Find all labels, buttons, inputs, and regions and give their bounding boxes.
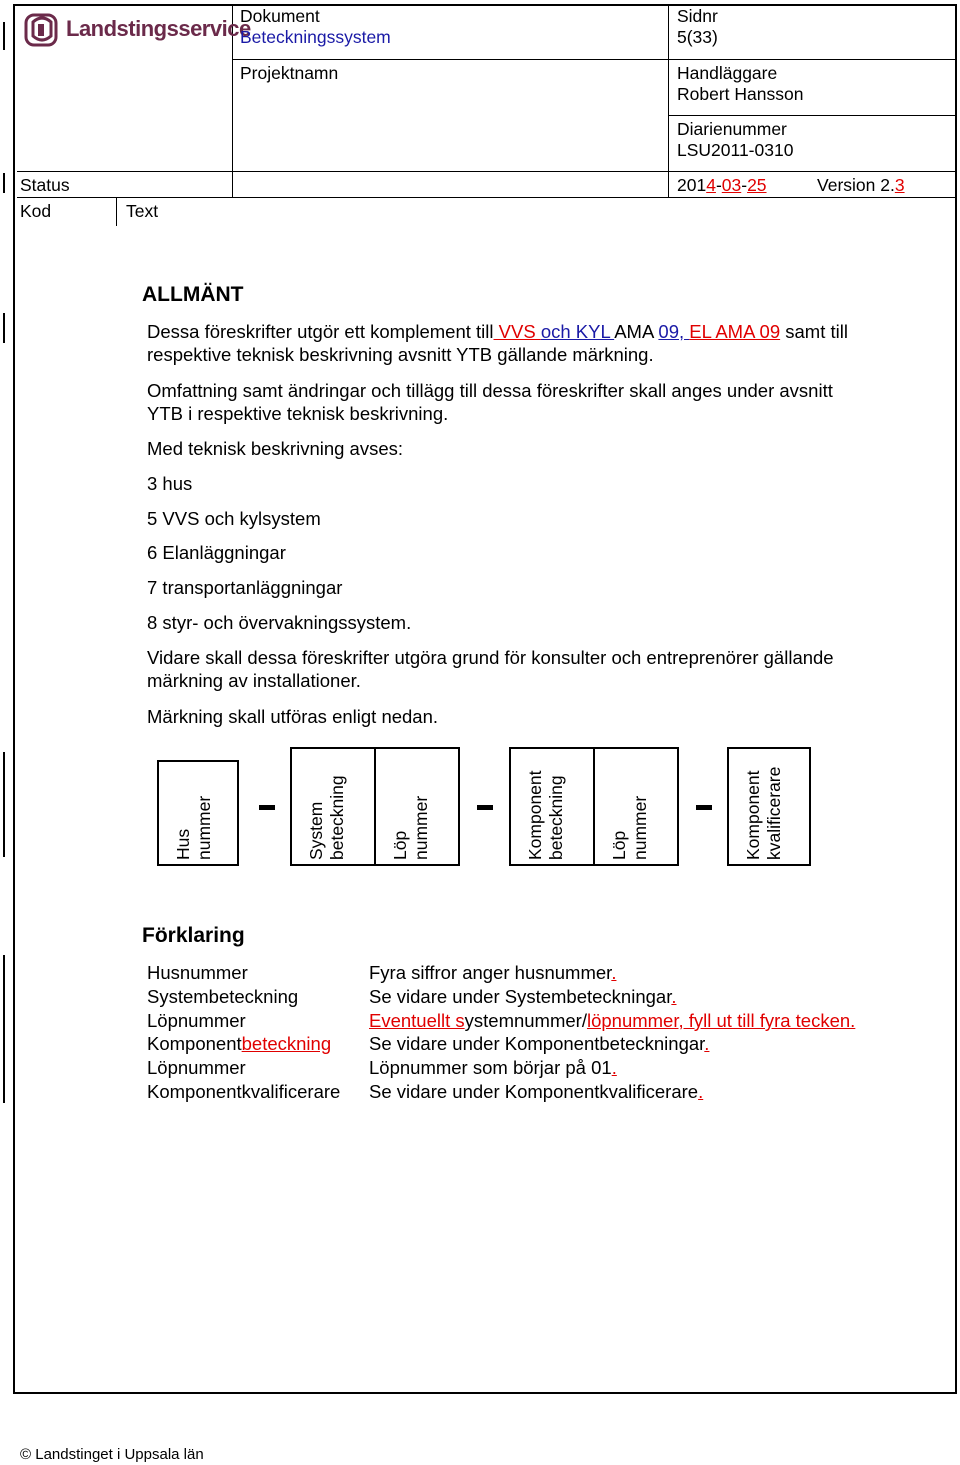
marking-diagram <box>0 740 960 880</box>
list-item: 7 transportanläggningar <box>147 577 343 598</box>
diagram-box-komponentkvalificerare: Komponent kvalificerare <box>727 747 811 866</box>
diagram-dash <box>696 805 712 810</box>
text-label: Text <box>126 201 159 221</box>
sidnr-value: 5(33) <box>677 27 718 47</box>
footer <box>20 1446 204 1463</box>
date-value: 2014-03-25 <box>677 175 767 195</box>
sidnr-label: Sidnr <box>677 6 718 26</box>
projektnamn-label: Projektnamn <box>240 63 339 83</box>
diagram-box-lopnummer-1: Löp nummer <box>374 747 460 866</box>
dokument-value: Beteckningssystem <box>240 27 391 47</box>
logo <box>24 12 251 52</box>
intro-paragraph-4: Vidare skall dessa föreskrifter utgöra grund för konsulter och entreprenörer gällande märkning av installationer. <box>147 647 834 691</box>
version-value: Version 2.3 <box>817 175 905 195</box>
section-title: ALLMÄNT <box>142 283 244 306</box>
diarienummer-label: Diarienummer <box>677 119 787 139</box>
intro-paragraph-3: Med teknisk beskrivning avses: <box>147 438 404 459</box>
dokument-label: Dokument <box>240 6 320 26</box>
diagram-box-systembeteckning: System beteckning <box>290 747 376 866</box>
copyright-icon: © <box>20 1446 32 1463</box>
intro-paragraph-5: Märkning skall utföras enligt nedan. <box>147 706 439 727</box>
diagram-dash <box>477 805 493 810</box>
logo-text: Landstingsservice <box>66 16 251 41</box>
footer-text: Landstinget i Uppsala län <box>35 1446 204 1463</box>
forklaring-title: Förklaring <box>142 924 245 947</box>
list-item: 6 Elanläggningar <box>147 542 286 563</box>
intro-paragraph-1: Dessa föreskrifter utgör ett komplement till VVS och KYL AMA 09, EL AMA 09 samt till respektive teknisk beskrivning avsnitt YTB gällande märkning. <box>147 321 848 365</box>
diagram-box-lopnummer-2: Löp nummer <box>593 747 679 866</box>
kod-label: Kod <box>20 201 52 221</box>
list-item: 3 hus <box>147 473 193 494</box>
intro-paragraph-2: Omfattning samt ändringar och tillägg till dessa föreskrifter skall anges under avsnitt YTB i respektive teknisk beskrivning. <box>147 380 833 424</box>
list-item: 8 styr- och övervakningssystem. <box>147 612 412 633</box>
diarienummer-value: LSU2011-0310 <box>677 140 794 160</box>
handlaggare-value: Robert Hansson <box>677 84 804 104</box>
logo-icon <box>24 12 60 48</box>
diagram-box-komponentbeteckning: Komponent beteckning <box>509 747 595 866</box>
handlaggare-label: Handläggare <box>677 63 778 83</box>
status-label: Status <box>20 175 70 195</box>
list-item: 5 VVS och kylsystem <box>147 508 321 529</box>
diagram-box-husnummer: Hus nummer <box>157 760 239 866</box>
diagram-dash <box>259 805 275 810</box>
